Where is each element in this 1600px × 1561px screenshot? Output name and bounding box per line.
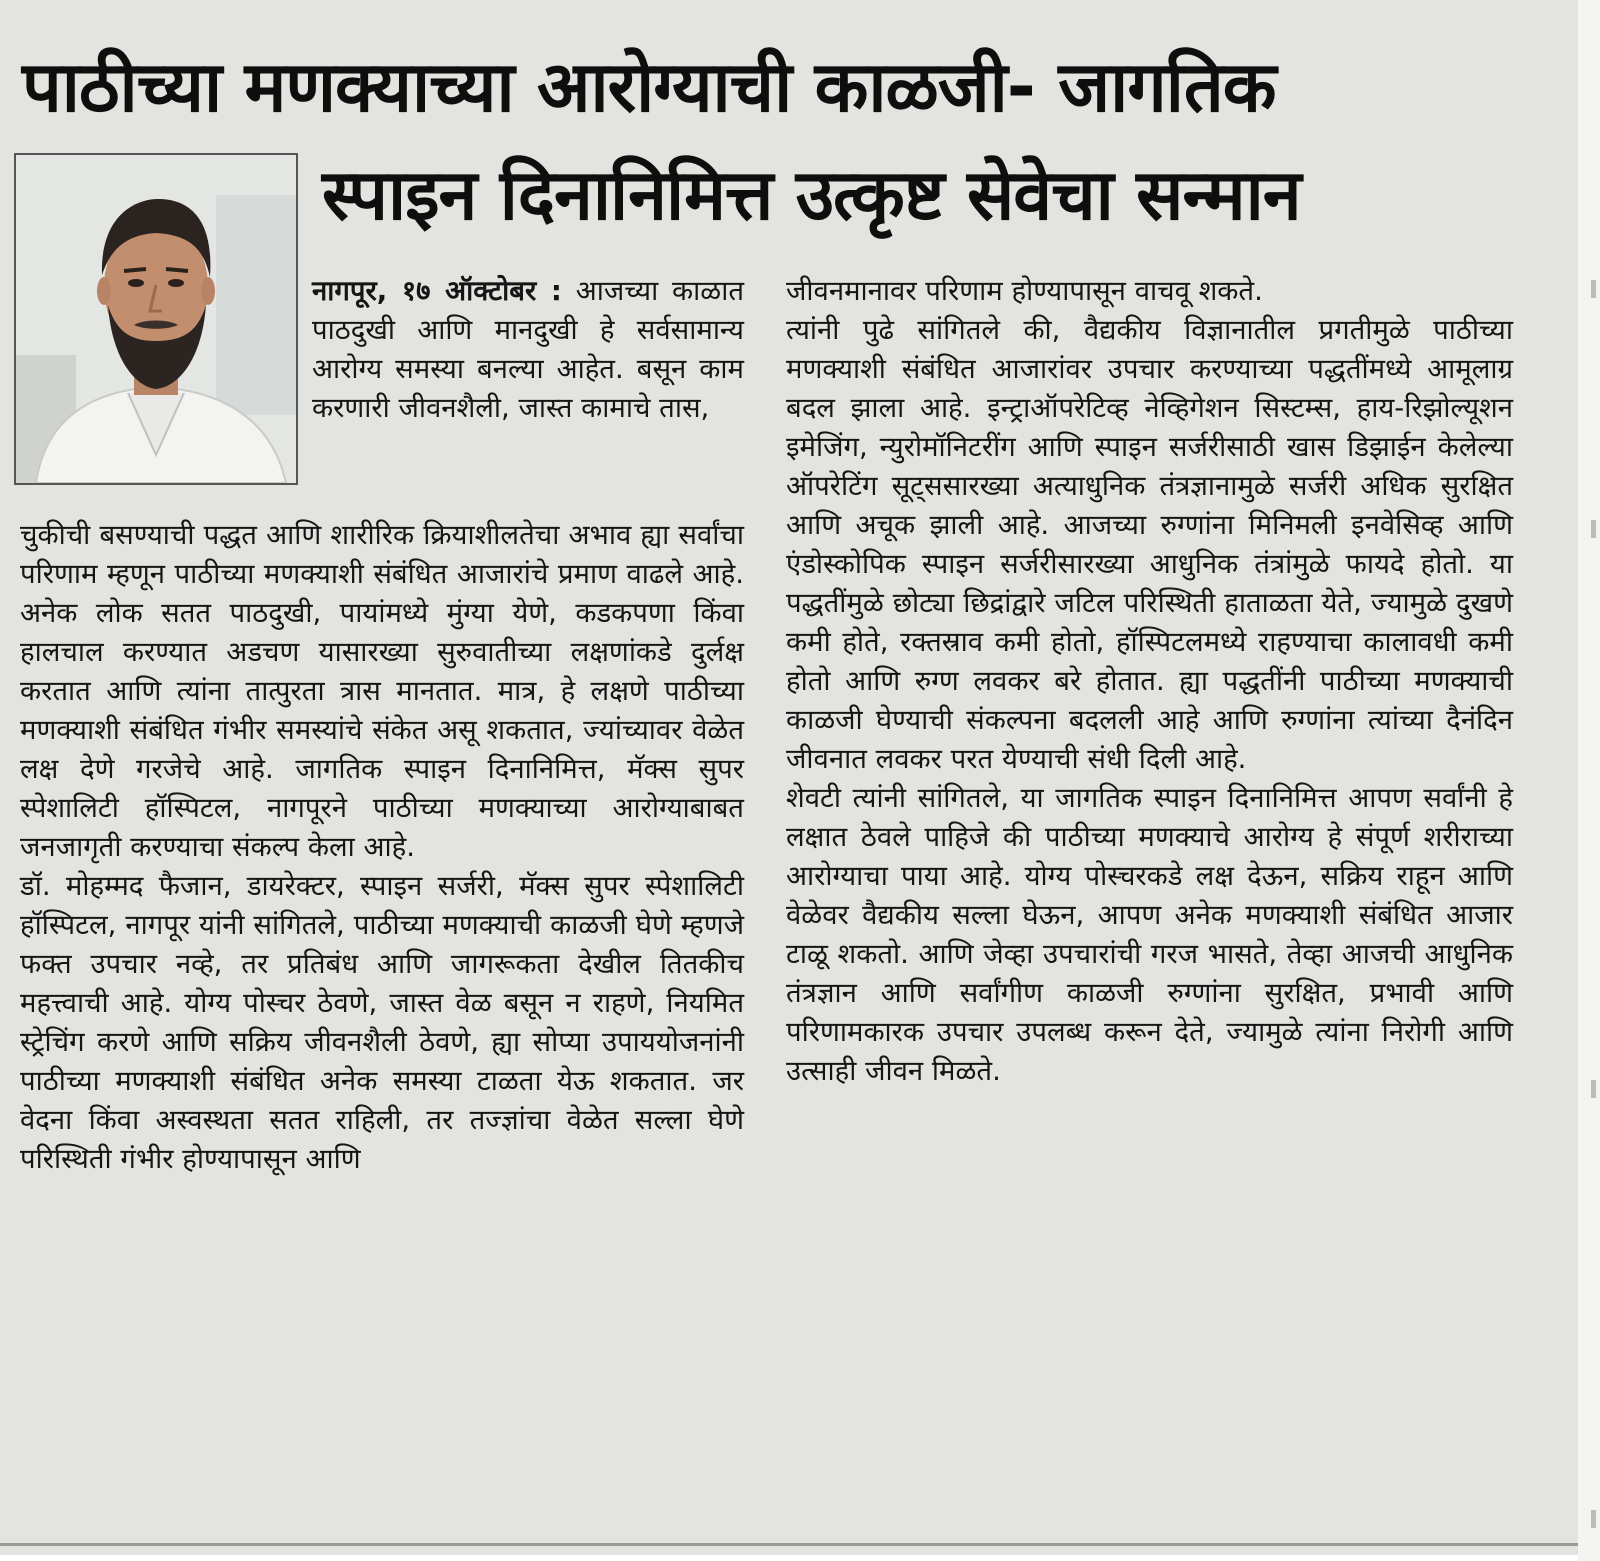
headline-line-1: पाठीच्या मणक्याच्या आरोग्याची काळजी- जागतिक (22, 46, 1276, 128)
edge-mark (1591, 1080, 1596, 1098)
paragraph-2: डॉ. मोहम्मद फैजान, डायरेक्टर, स्पाइन सर्जरी, मॅक्स सुपर स्पेशालिटी हॉस्पिटल, नागपूर यांनी सांगितले, पाठीच्या मणक्याची काळजी घेणे म्हणजे फक्त उपचार नव्हे, तर प्रतिबंध आणि जागरूकता देखील तितकीच महत्त्वाची आहे. योग्य पोस्चर ठेवणे, जास्त वेळ बसून न राहणे, नियमित स्ट्रेचिंग करणे आणि सक्रिय जीवनशैली ठेवणे, ह्या सोप्या उपाययोजनांनी पाठीच्या मणक्याशी संबंधित अनेक समस्या टाळता येऊ शकतात. जर वेदना किंवा अस्वस्थता सतत राहिली, तर तज्ज्ञांचा वेळेत सल्ला घेणे परिस्थिती गंभीर होण्यापासून आणि (20, 870, 744, 1175)
doctor-portrait-icon (16, 155, 296, 483)
dateline: नागपूर, १७ ऑक्टोबर : (312, 275, 562, 307)
column-1-body (20, 516, 744, 1179)
paragraph-4: शेवटी त्यांनी सांगितले, या जागतिक स्पाइन दिनानिमित्त आपण सर्वांनी हे लक्षात ठेवले पाहिजे की पाठीच्या मणक्याचे आरोग्य हे संपूर्ण शरीराच्या आरोग्याचा पाया आहे. योग्य पोस्चरकडे लक्ष देऊन, सक्रिय राहून आणि वेळेवर वैद्यकीय सल्ला घेऊन, आपण अनेक मणक्याशी संबंधित आजार टाळू शकतो. आणि जेव्हा उपचारांची गरज भासते, तेव्हा आजची आधुनिक तंत्रज्ञान आणि सर्वांगीण काळजी रुग्णांना सुरक्षित, प्रभावी आणि परिणामकारक उपचार उपलब्ध करून देते, ज्यामुळे त्यांना निरोगी आणि उत्साही जीवन मिळते. (786, 782, 1513, 1087)
doctor-photo (14, 153, 298, 485)
bottom-rule (0, 1543, 1580, 1546)
lead-text: आजच्या काळात पाठदुखी आणि मानदुखी हे सर्वसामान्य आरोग्य समस्या बनल्या आहेत. बसून काम करणारी जीवनशैली, जास्त कामाचे तास, (312, 275, 744, 424)
edge-mark (1591, 520, 1596, 538)
edge-mark (1591, 280, 1596, 298)
paragraph-3: त्यांनी पुढे सांगितले की, वैद्यकीय विज्ञानातील प्रगतीमुळे पाठीच्या मणक्याशी संबंधित आजारांवर उपचार करण्याच्या पद्धतींमध्ये आमूलाग्र बदल झाला आहे. इन्ट्राऑपरेटिव्ह नेव्हिगेशन सिस्टम्स, हाय-रिझोल्यूशन इमेजिंग, न्युरोमॉनिटरींग आणि स्पाइन सर्जरीसाठी खास डिझाईन केलेल्या ऑपरेटिंग सूट्ससारख्या अत्याधुनिक तंत्रज्ञानामुळे सर्जरी अधिक सुरक्षित आणि अचूक झाली आहे. आजच्या रुग्णांना मिनिमली इनवेसिव्ह आणि एंडोस्कोपिक स्पाइन सर्जरीसारख्या आधुनिक तंत्रांमुळे फायदे होतो. या पद्धतींमुळे छोट्या छिद्रांद्वारे जटिल परिस्थिती हाताळता येते, ज्यामुळे दुखणे कमी होते, रक्तस्राव कमी होतो, हॉस्पिटलमध्ये राहण्याचा कालावधी कमी होतो आणि रुग्ण लवकर बरे होतात. ह्या पद्धतींनी पाठीच्या मणक्याची काळजी घेण्याची संकल्पना बदलली आहे आणि रुग्णांना त्यांच्या दैनंदिन जीवनात लवकर परत येण्याची संधी दिली आहे. (786, 314, 1513, 775)
column-2-body (786, 272, 1513, 1091)
headline-line-2: स्पाइन दिनानिमित्त उत्कृष्ट सेवेचा सन्मान (322, 154, 1301, 236)
edge-mark (1591, 1510, 1596, 1528)
lead-paragraph-start (312, 272, 744, 428)
page-edge-strip (1578, 0, 1600, 1561)
column-1-beside-photo (312, 272, 744, 428)
lead-paragraph-continued: चुकीची बसण्याची पद्धत आणि शारीरिक क्रियाशीलतेचा अभाव ह्या सर्वांचा परिणाम म्हणून पाठीच्या मणक्याशी संबंधित आजारांचे प्रमाण वाढले आहे. अनेक लोक सतत पाठदुखी, पायांमध्ये मुंग्या येणे, कडकपणा किंवा हालचाल करण्यात अडचण यासारख्या सुरुवातीच्या लक्षणांकडे दुर्लक्ष करतात आणि त्यांना तात्पुरता त्रास मानतात. मात्र, हे लक्षणे पाठीच्या मणक्याशी संबंधित गंभीर समस्यांचे संकेत असू शकतात, ज्यांच्यावर वेळेत लक्ष देणे गरजेचे आहे. जागतिक स्पाइन दिनानिमित्त, मॅक्स सुपर स्पेशालिटी हॉस्पिटल, नागपूरने पाठीच्या मणक्याच्या आरोग्याबाबत जनजागृती करण्याचा संकल्प केला आहे. (20, 519, 744, 863)
paragraph-2-continued: जीवनमानावर परिणाम होण्यापासून वाचवू शकते. (786, 275, 1263, 307)
